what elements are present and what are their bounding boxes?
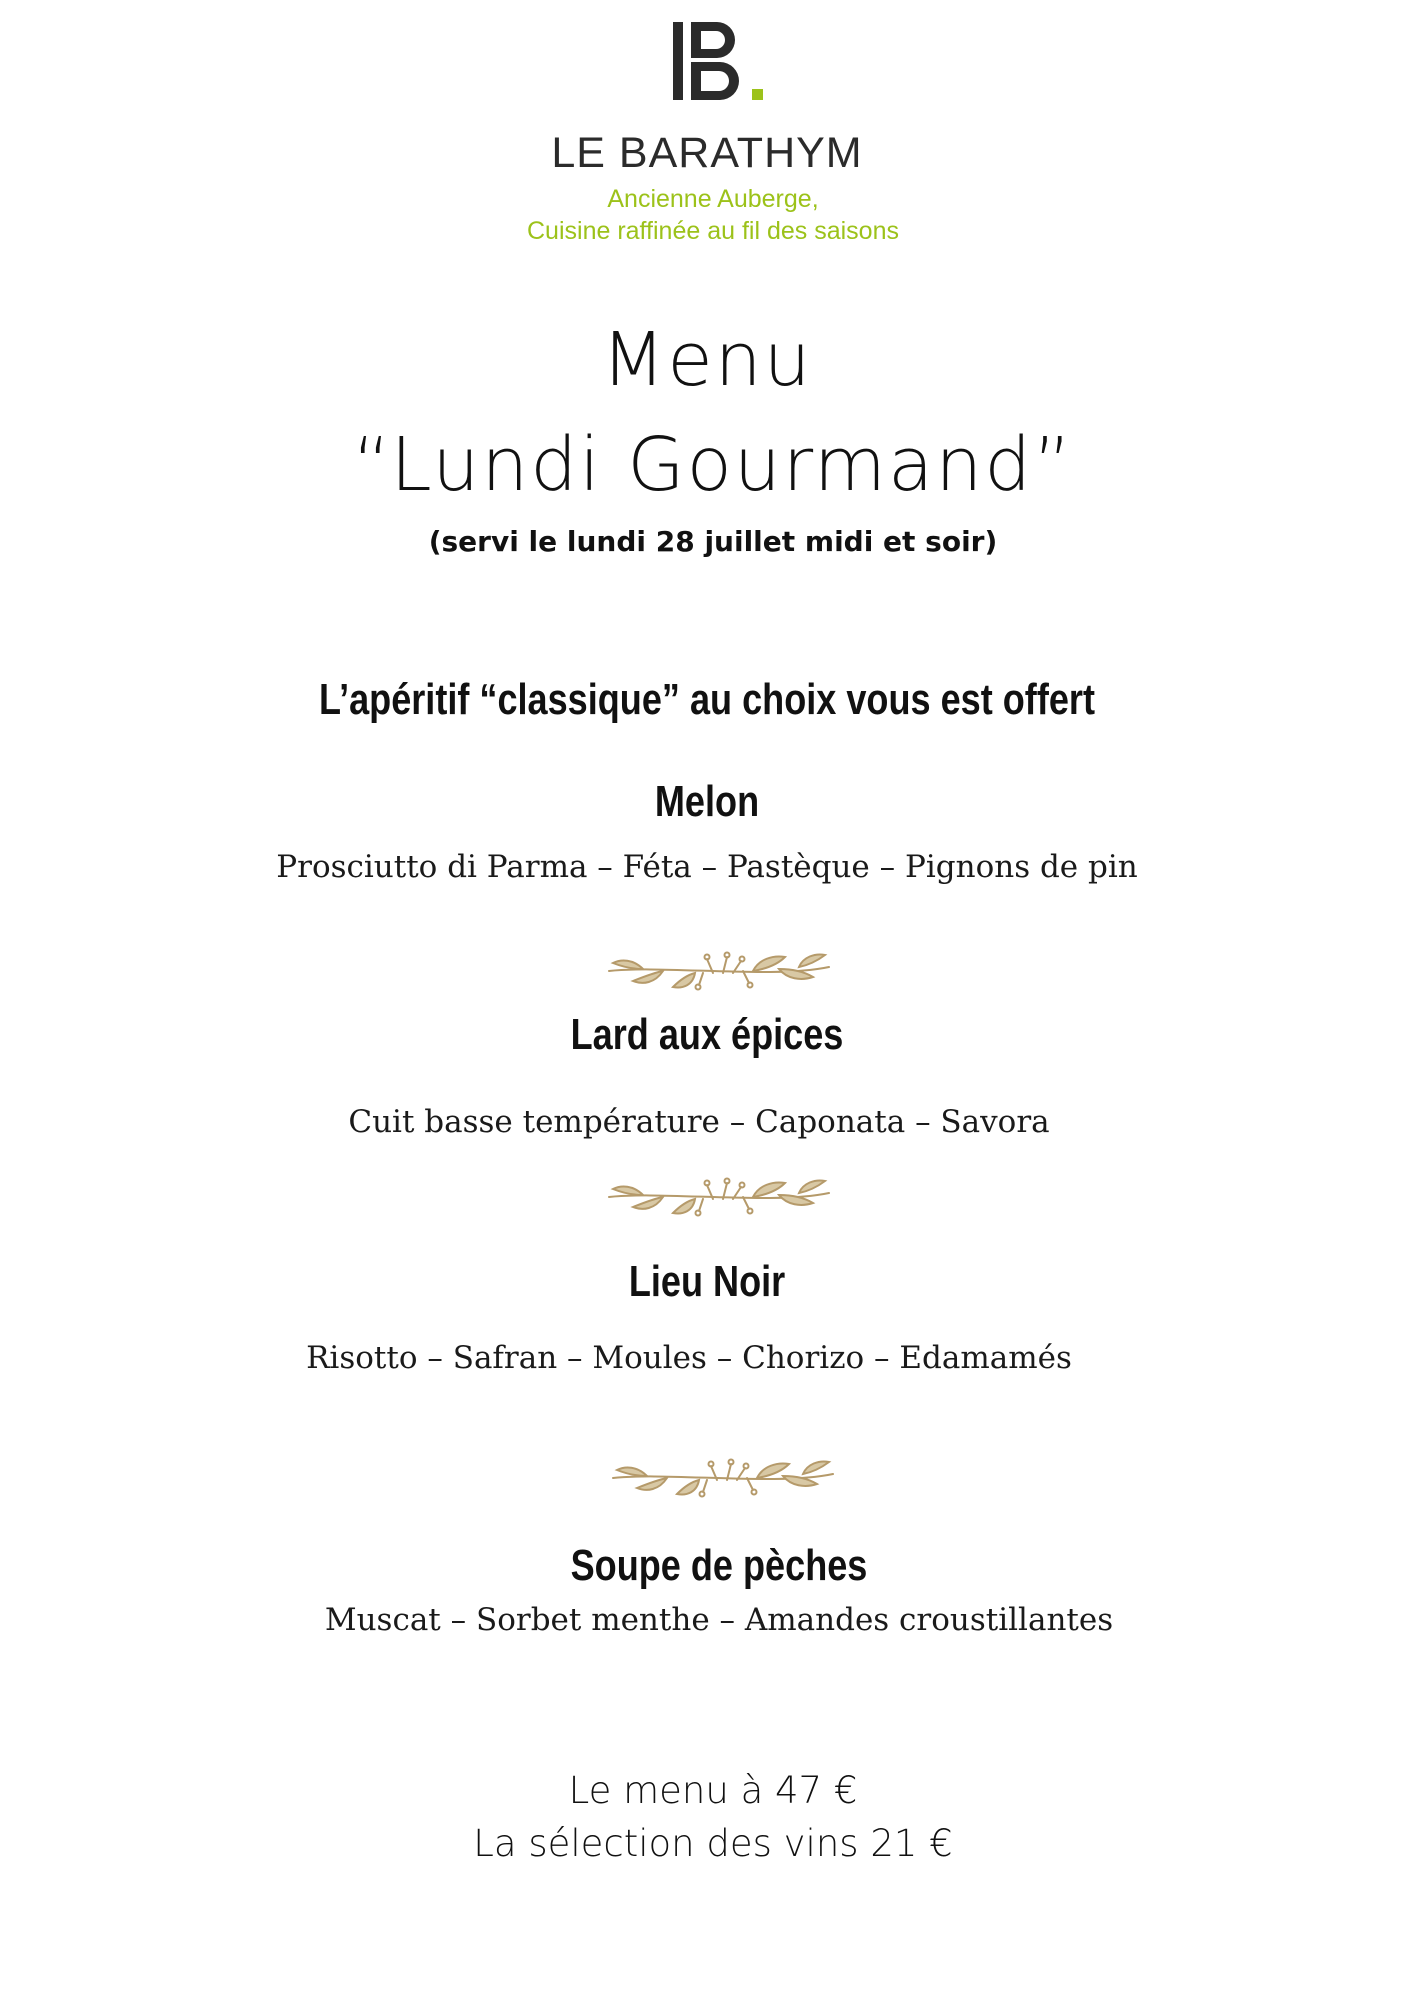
course-3-name: Lieu Noir [628,1257,786,1306]
laurel-branch-icon [607,1456,839,1500]
course-1-name: Melon [654,777,760,826]
menu-price: Le menu à 47 € [568,1769,858,1812]
course-2-name: Lard aux épices [570,1010,844,1059]
tagline-line-2: Cuisine raffinée au fil des saisons [527,217,899,245]
course-3-description: Risotto – Safran – Moules – Chorizo – Edamamés [306,1340,1072,1376]
brand-name: LE BARATHYM [551,129,863,177]
laurel-branch-icon [603,1175,835,1219]
wine-selection-price: La sélection des vins 21 € [473,1822,953,1865]
laurel-branch-icon [603,949,835,993]
course-4-description: Muscat – Sorbet menthe – Amandes croustillantes [324,1602,1114,1638]
course-4-name: Soupe de pèches [570,1541,868,1590]
course-1-description: Prosciutto di Parma – Féta – Pastèque – Pignons de pin [276,849,1138,885]
tagline-line-1: Ancienne Auberge, [607,185,819,213]
menu-name: “Lundi Gourmand” [352,422,1074,508]
service-date: (servi le lundi 28 juillet midi et soir) [428,525,998,558]
aperitif-offer: L’apéritif “classique” au choix vous est offert [319,675,1095,724]
menu-title: Menu [601,317,813,403]
barathym-logo-icon [673,22,785,102]
course-2-description: Cuit basse température – Caponata – Savora [348,1104,1050,1140]
